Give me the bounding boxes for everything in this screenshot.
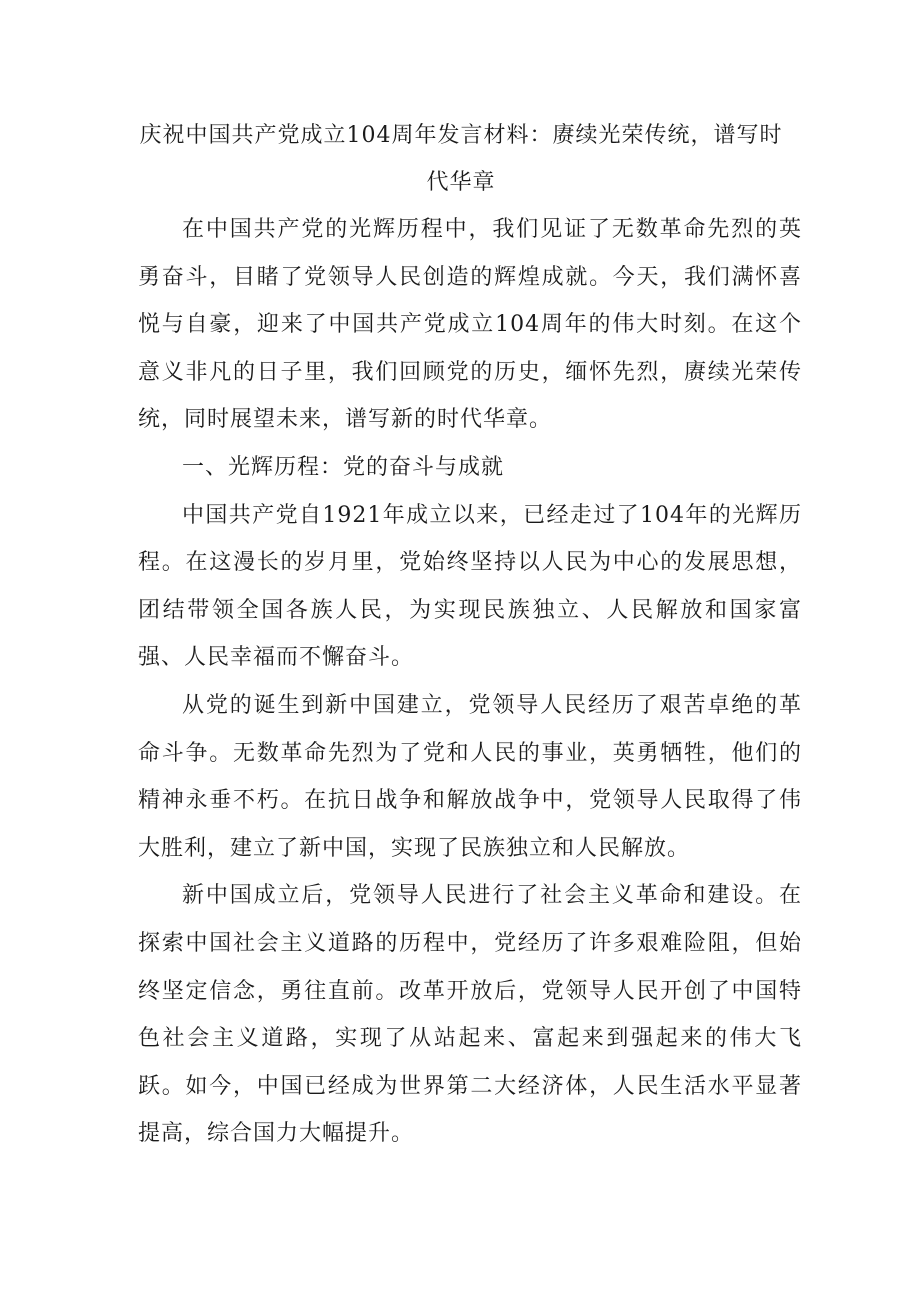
title-block (138, 112, 802, 206)
paragraph-revolution: 从党的诞生到新中国建立，党领导人民经历了艰苦卓绝的革命斗争。无数革命先烈为了党和人民的事业，英勇牺牲，他们的精神永垂不朽。在抗日战争和解放战争中，党领导人民取得了伟大胜利，建立了新中国，实现了民族独立和人民解放。 (138, 692, 802, 861)
section-heading-1: 一、光辉历程：党的奋斗与成就 (182, 454, 505, 480)
paragraph-history: 中国共产党自1921年成立以来，已经走过了104年的光辉历程。在这漫长的岁月里，党始终坚持以人民为中心的发展思想，团结带领全国各族人民，为实现民族独立、人民解放和国家富强、人民幸福而不懈奋斗。 (138, 502, 802, 671)
paragraph-intro: 在中国共产党的光辉历程中，我们见证了无数革命先烈的英勇奋斗，目睹了党领导人民创造的辉煌成就。今天，我们满怀喜悦与自豪，迎来了中国共产党成立104周年的伟大时刻。在这个意义非凡的日子里，我们回顾党的历史，缅怀先烈，赓续光荣传统，同时展望未来，谱写新的时代华章。 (138, 217, 802, 433)
document-title: 庆祝中国共产党成立104周年发言材料：赓续光荣传统，谱写时代华章 (139, 123, 783, 195)
paragraph-construction: 新中国成立后，党领导人民进行了社会主义革命和建设。在探索中国社会主义道路的历程中，党经历了许多艰难险阻，但始终坚定信念，勇往直前。改革开放后，党领导人民开创了中国特色社会主义道路，实现了从站起来、富起来到强起来的伟大飞跃。如今，中国已经成为世界第二大经济体，人民生活水平显著提高，综合国力大幅提升。 (138, 883, 802, 1147)
